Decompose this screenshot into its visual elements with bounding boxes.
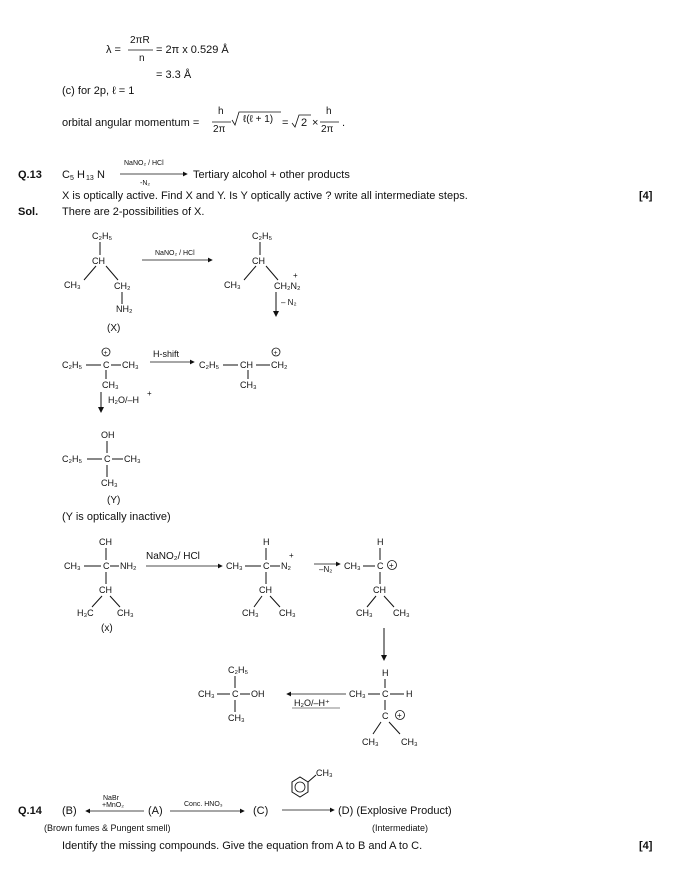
svg-text:C₂H₅: C₂H₅ [62,360,83,370]
svg-text:CH₃: CH₃ [362,737,379,747]
svg-text:H: H [382,668,389,678]
svg-text:CH₃: CH₃ [198,689,215,699]
svg-text:CH₂N₂: CH₂N₂ [274,281,301,291]
svg-text:C₂H₅: C₂H₅ [92,231,113,241]
hshift-label: H-shift [153,349,180,359]
svg-text:CH₃: CH₃ [64,280,81,290]
ang-2pi2: 2π [321,124,334,135]
q14-A: (A) [148,805,163,817]
q14-B-note: (Brown fumes & Pungent smell) [44,823,171,833]
q14-intermediate: (Intermediate) [372,823,429,833]
svg-text:CH₃: CH₃ [356,608,373,618]
svg-text:CH₃: CH₃ [226,561,243,571]
label-x-small: (x) [101,623,113,634]
svg-text:+: + [103,350,108,357]
svg-text:CH₃: CH₃ [242,608,259,618]
h2o-label: H₂O/–H [108,395,139,405]
q14-D: (D) (Explosive Product) [338,805,452,817]
svg-text:CH₂: CH₂ [271,360,288,370]
svg-text:CH: CH [240,360,253,370]
nano2-label-2: NaNO₂/ HCl [146,551,200,562]
q13-formula-c: C [62,169,70,181]
svg-text:CH₃: CH₃ [344,561,361,571]
q13-arrow-top: NaNO₂ / HCl [124,160,164,167]
svg-text:H: H [406,689,413,699]
svg-text:CH₃: CH₃ [102,380,119,390]
minus-n2-label-b: –N₂ [319,565,333,574]
svg-text:C₂H₅: C₂H₅ [252,231,273,241]
ang-root: ℓ(ℓ + 1) [243,114,274,125]
svg-text:CH₃: CH₃ [228,713,245,723]
q14-arrow2: Conc. HNO₃ [184,801,223,808]
q14-C: (C) [253,805,269,817]
svg-text:+: + [273,350,278,357]
svg-text:NH₂: NH₂ [116,304,133,314]
svg-text:H: H [377,537,384,547]
ang-sqrt2: 2 [301,117,308,129]
q14-marks: [4] [639,840,653,852]
svg-text:C: C [104,454,111,464]
svg-text:CH₃: CH₃ [393,608,410,618]
ang-h: h [218,106,224,117]
svg-text:CH₃: CH₃ [316,768,333,778]
ang-times: × [312,117,319,129]
svg-text:N₂: N₂ [281,561,291,571]
svg-text:CH₃: CH₃ [279,608,296,618]
svg-text:NH₂: NH₂ [120,561,137,571]
svg-text:CH₃: CH₃ [401,737,418,747]
svg-text:C: C [263,561,270,571]
svg-text:CH: CH [99,537,112,547]
svg-text:+: + [147,389,152,398]
svg-text:+: + [293,271,298,280]
case-c: (c) for 2p, ℓ = 1 [62,85,135,97]
svg-text:C₂H₅: C₂H₅ [228,665,249,675]
q14-B: (B) [62,805,77,817]
lambda-value: = 3.3 Å [156,69,192,81]
svg-text:CH₃: CH₃ [224,280,241,290]
svg-text:+: + [397,711,402,720]
svg-text:H₃C: H₃C [77,608,94,618]
svg-text:CH₃: CH₃ [117,608,134,618]
svg-text:+: + [289,551,294,560]
sol-label: Sol. [18,206,39,218]
q14-question: Identify the missing compounds. Give the equation from A to B and A to C. [62,840,423,852]
q13-formula-h-sub: 13 [86,175,94,182]
svg-text:C: C [377,561,384,571]
svg-text:C: C [232,689,239,699]
q13-product: Tertiary alcohol + other products [193,169,350,181]
svg-text:CH: CH [373,585,386,595]
svg-text:C: C [103,561,110,571]
y-inactive: (Y is optically inactive) [62,511,171,523]
lambda-rhs: = 2π x 0.529 Å [156,44,229,56]
svg-text:OH: OH [101,430,115,440]
q13-arrow-bottom: -N₂ [140,180,151,187]
minus-n2-label: – N₂ [281,298,297,307]
q14-number: Q.14 [18,805,42,817]
svg-text:C₂H₅: C₂H₅ [62,454,83,464]
svg-text:CH: CH [92,256,105,266]
nano2-label-1: NaNO₂ / HCl [155,250,195,257]
ang-h2: h [326,106,332,117]
svg-text:CH₃: CH₃ [64,561,81,571]
ang-dot: . [342,117,346,129]
svg-text:OH: OH [251,689,265,699]
ang-2pi: 2π [213,124,226,135]
svg-text:CH₂: CH₂ [114,281,131,291]
q13-formula-c-sub: 5 [70,175,74,182]
q14-arrow-bottom: +MnO₂ [102,802,124,809]
angular-momentum-label: orbital angular momentum = [62,117,200,129]
label-X: (X) [107,323,121,334]
svg-text:CH: CH [99,585,112,595]
ang-eq: = [282,117,289,129]
svg-text:CH₃: CH₃ [349,689,366,699]
q13-question: X is optically active. Find X and Y. Is Y optically active ? write all intermediate steps. [62,190,468,202]
svg-text:CH₃: CH₃ [124,454,141,464]
label-Y: (Y) [107,495,121,506]
svg-text:CH: CH [252,256,265,266]
svg-text:CH₃: CH₃ [240,380,257,390]
q13-marks: [4] [639,190,653,202]
svg-text:C: C [103,360,110,370]
lambda-denominator: n [139,53,145,64]
lambda-lhs: λ = [106,44,121,56]
svg-text:CH₃: CH₃ [101,478,118,488]
h2o-label-2: H₂O/–H⁺ [294,698,330,708]
svg-text:CH₃: CH₃ [122,360,139,370]
svg-text:CH: CH [259,585,272,595]
q13-number: Q.13 [18,169,42,181]
q13-formula-n: N [97,169,105,181]
svg-text:H: H [263,537,270,547]
svg-text:C: C [382,711,389,721]
q14-arrow-top: NaBr [103,795,119,802]
svg-text:+: + [389,561,394,570]
sol-text: There are 2-possibilities of X. [62,206,205,218]
q13-formula-h: H [77,169,85,181]
svg-text:C: C [382,689,389,699]
svg-text:C₂H₅: C₂H₅ [199,360,220,370]
lambda-numerator: 2πR [130,35,150,46]
